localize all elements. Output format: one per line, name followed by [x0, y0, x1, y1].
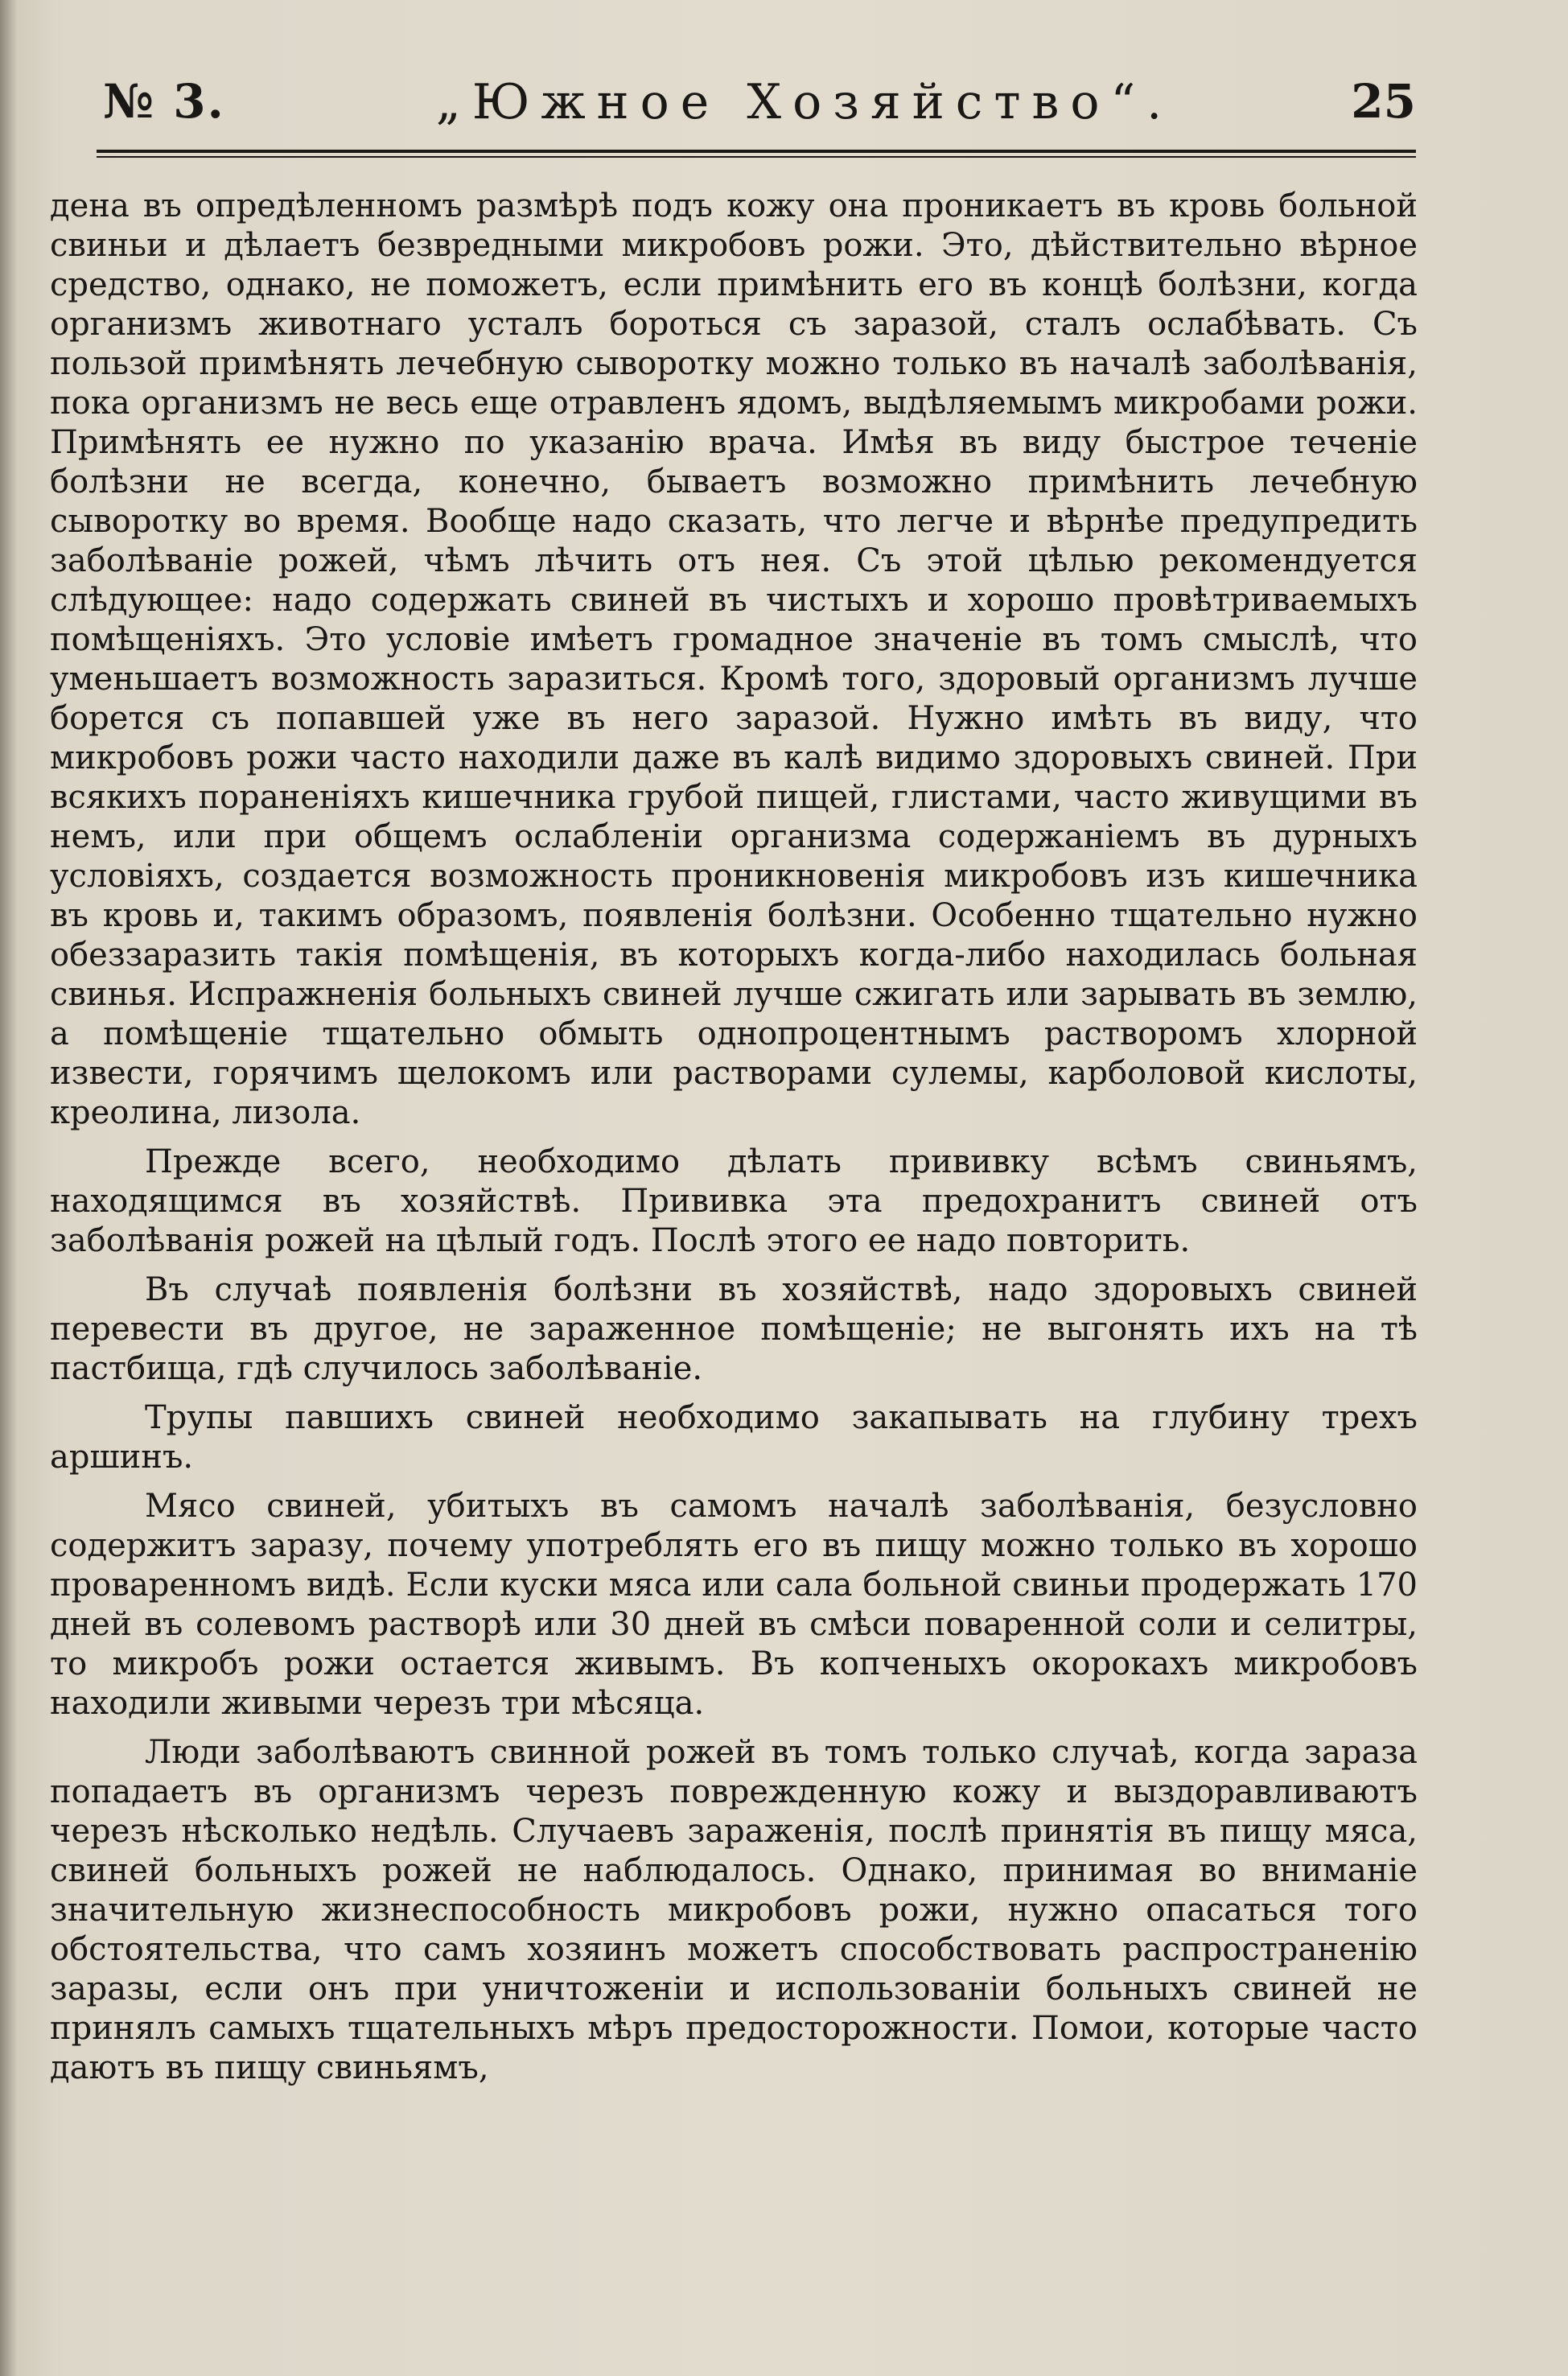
- article-body: [50, 187, 1418, 2098]
- paragraph: Въ случаѣ появленія болѣзни въ хозяйствѣ, надо здоровыхъ свиней перевести въ другое, не зараженное помѣщеніе; не выгонять ихъ на тѣ пастбища, гдѣ случилось заболѣваніе.: [50, 1271, 1418, 1387]
- paragraph: Люди заболѣваютъ свинной рожей въ томъ только случаѣ, когда зараза попадаетъ въ организмъ черезъ поврежденную кожу и выздоравливаютъ черезъ нѣсколько недѣль. Случаевъ зараженія, послѣ принятія въ пищу мяса, свиней больныхъ рожей не наблюдалось. Однако, принимая во вниманіе значительную жизнеспособность микробовъ рожи, нужно опасаться того обстоятельства, что самъ хозяинъ можетъ способствовать распространенію заразы, если онъ при уничтоженіи и использованіи больныхъ свиней не принялъ самыхъ тщательныхъ мѣръ предосторожности. Помои, которые часто даютъ въ пищу свиньямъ,: [50, 1734, 1418, 2086]
- paragraph: Трупы павшихъ свиней необходимо закапывать на глубину трехъ аршинъ.: [50, 1399, 1418, 1476]
- journal-title: „Южное Хозяйство“.: [435, 74, 1174, 130]
- issue-number: № 3.: [103, 74, 225, 129]
- header-rule-thin: [97, 156, 1416, 158]
- paragraph-continued: дена въ опредѣленномъ размѣрѣ подъ кожу она проникаетъ въ кровь больной свиньи и дѣлаетъ безвредными микробовъ рожи. Это, дѣйствительно вѣрное средство, однако, не поможетъ, если примѣнить его въ концѣ болѣзни, когда организмъ животнаго усталъ бороться съ заразой, сталъ ослабѣвать. Съ пользой примѣнять лечебную сыворотку можно только въ началѣ заболѣванія, пока организмъ не весь еще отравленъ ядомъ, выдѣляемымъ микробами рожи. Примѣнять ее нужно по указанію врача. Имѣя въ виду быстрое теченіе болѣзни не всегда, конечно, бываетъ возможно примѣнить лечебную сыворотку во время. Вообще надо сказать, что легче и вѣрнѣе предупредить заболѣваніе рожей, чѣмъ лѣчить отъ нея. Съ этой цѣлью рекомендуется слѣдующее: надо содержать свиней въ чистыхъ и хорошо провѣтриваемыхъ помѣщеніяхъ. Это условіе имѣетъ громадное значеніе въ томъ смыслѣ, что уменьшаетъ возможность заразиться. Кромѣ того, здоровый организмъ лучше борется съ попавшей уже въ него заразой. Нужно имѣть въ виду, что микробовъ рожи часто находили даже въ калѣ видимо здоровыхъ свиней. При всякихъ пораненіяхъ кишечника грубой пищей, глистами, часто живущими въ немъ, или при общемъ ослабленіи организма содержаніемъ въ дурныхъ условіяхъ, создается возможность проникновенія микробовъ изъ кишечника въ кровь и, такимъ образомъ, появленія болѣзни. Особенно тщательно нужно обеззаразить такія помѣщенія, въ которыхъ когда-либо находилась больная свинья. Испражненія больныхъ свиней лучше сжигать или зарывать въ землю, а помѣщеніе тщательно обмыть однопроцентнымъ растворомъ хлорной извести, горячимъ щелокомъ или растворами сулемы, карболовой кислоты, креолина, лизола.: [50, 187, 1418, 1131]
- header-rule-thick: [97, 150, 1416, 153]
- page-binding-edge: [0, 0, 18, 2376]
- page-number: 25: [1351, 74, 1416, 129]
- running-header: [97, 74, 1416, 146]
- paragraph: Мясо свиней, убитыхъ въ самомъ началѣ заболѣванія, безусловно содержитъ заразу, почему употреблять его въ пищу можно только въ хорошо проваренномъ видѣ. Если куски мяса или сала больной свиньи продержать 170 дней въ солевомъ растворѣ или 30 дней въ смѣси поваренной соли и селитры, то микробъ рожи остается живымъ. Въ копченыхъ окорокахъ микробовъ находили живыми черезъ три мѣсяца.: [50, 1488, 1418, 1722]
- paragraph: Прежде всего, необходимо дѣлать прививку всѣмъ свиньямъ, находящимся въ хозяйствѣ. Прививка эта предохранитъ свиней отъ заболѣванія рожей на цѣлый годъ. Послѣ этого ее надо повторить.: [50, 1143, 1418, 1259]
